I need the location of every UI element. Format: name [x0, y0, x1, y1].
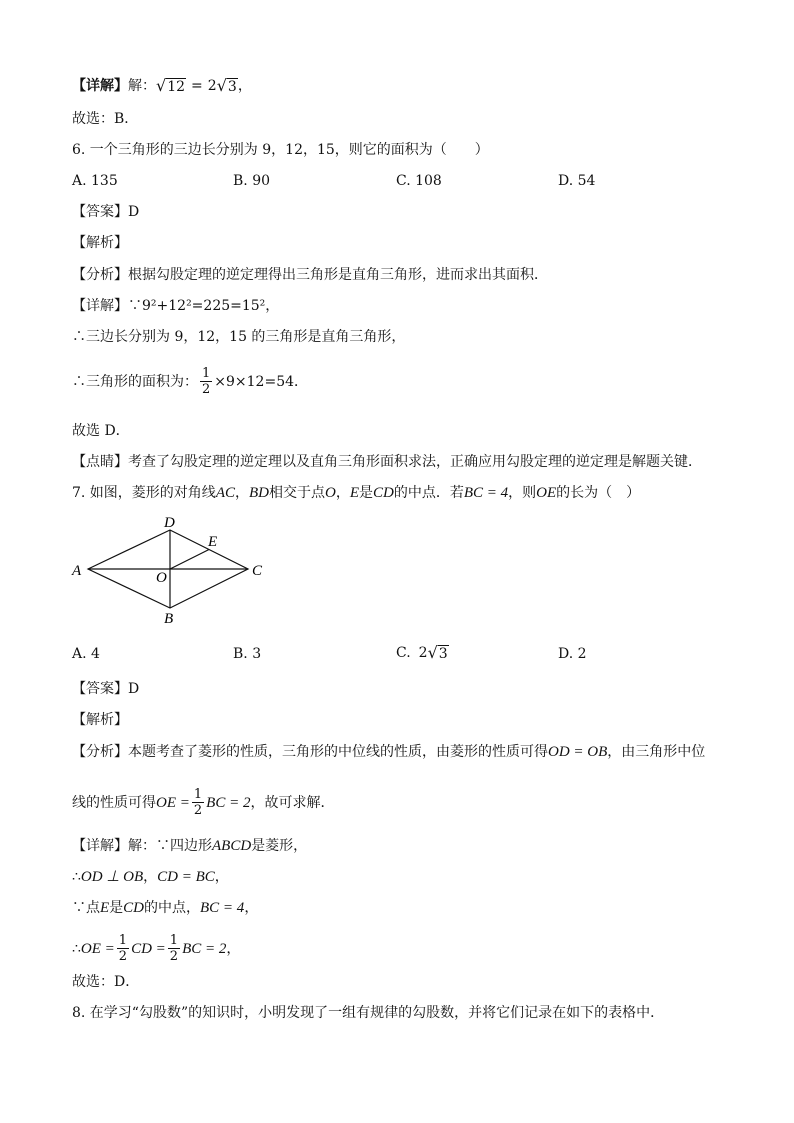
q7-detail-1 [72, 837, 307, 855]
seg-oe: OE [536, 485, 557, 501]
q6-detail-3 [72, 366, 308, 397]
q7-detail-4 [72, 933, 240, 964]
fraction-one-half: $\frac{1}{2}$ [202, 366, 211, 397]
detail-text: ∴ [72, 869, 81, 885]
stem-part: 7. 如图，菱形的对角线 [72, 485, 216, 501]
q6-detail-1: 【详解】∵9²+12²=225=15²， [72, 298, 280, 314]
q7-option-b: B. 3 [233, 646, 262, 662]
q7-detail-3 [72, 899, 258, 917]
seg-cd: CD [123, 900, 145, 916]
detail-tag: 【详解】 [72, 77, 128, 94]
q6-option-c: C. 108 [396, 173, 442, 189]
cd-eq: CD = [131, 940, 166, 957]
detail-text: ， [143, 869, 158, 885]
area-prefix: ∴三角形的面积为： [72, 373, 198, 390]
rhombus-figure [66, 512, 276, 627]
detail-text: 是 [109, 900, 124, 916]
q5-choose: 故选：B． [72, 111, 139, 127]
od-eq-ob: OD = OB [548, 744, 608, 760]
label-o: O [156, 570, 167, 586]
detail-text: ∴ [72, 940, 81, 957]
option-c-label: C. [396, 644, 411, 661]
q6-analysis-tag: 【解析】 [72, 235, 128, 251]
q7-option-d: D. 2 [558, 646, 587, 662]
stem-part: 是 [359, 485, 373, 501]
detail-text: 是菱形， [251, 838, 308, 854]
label-c: C [252, 563, 263, 579]
sqrt-3: √ 3 [216, 76, 237, 95]
bc-eq-4: BC = 4 [200, 900, 245, 916]
q6-stem: 6. 一个三角形的三边长分别为 9，12，15，则它的面积为（ ） [72, 142, 489, 158]
q7-detail-2 [72, 868, 229, 886]
label-a: A [72, 563, 82, 579]
detail-prefix: 解： [128, 77, 156, 94]
label-d: D [164, 515, 175, 531]
label-e: E [208, 534, 218, 550]
q6-option-a: A. 135 [72, 173, 118, 189]
fraction-one-half: $\frac{1}{2}$ [118, 933, 128, 964]
q7-option-c [396, 643, 449, 662]
fenxi-text: 【分析】本题考查了菱形的性质，三角形的中位线的性质，由菱形的性质可得 [72, 744, 548, 760]
fenxi-text: ，故可求解． [250, 794, 335, 811]
point-e: E [100, 900, 110, 916]
fenxi-text: 线的性质可得 [72, 794, 156, 811]
q6-choose: 故选 D． [72, 423, 130, 439]
fraction-one-half: $\frac{1}{2}$ [169, 933, 179, 964]
seg-ac: AC [215, 485, 235, 501]
q6-option-d: D. 54 [558, 173, 596, 189]
fraction-one-half: $\frac{1}{2}$ [193, 787, 203, 818]
detail-text: ， [226, 940, 241, 957]
cd-eq-bc: CD = BC [157, 869, 215, 885]
q7-fenxi-line-2 [72, 787, 334, 818]
q5-detail-line [72, 76, 252, 95]
q8-stem: 8. 在学习“勾股数”的知识时，小明发现了一组有规律的勾股数，并将它们记录在如下的表格中． [72, 1005, 665, 1021]
point-e: E [349, 485, 359, 501]
quad-abcd: ABCD [212, 838, 252, 854]
od-perp-ob: OD ⊥ OB [80, 869, 144, 885]
fenxi-text: ，由三角形中位 [607, 744, 706, 760]
detail-text: 【详解】解：∵四边形 [72, 838, 212, 854]
punct: ， [237, 77, 252, 94]
detail-text: ∵点 [72, 900, 100, 916]
stem-part: ， [234, 485, 249, 501]
detail-text: ， [244, 900, 259, 916]
stem-part: ，则 [508, 485, 537, 501]
q6-comment: 【点睛】考查了勾股定理的逆定理以及直角三角形面积求法，正确应用勾股定理的逆定理是解题关键． [72, 454, 702, 470]
bc-eq-2: BC = 2 [206, 794, 251, 811]
q7-answer: 【答案】D [72, 681, 140, 697]
bc-eq-4: BC = 4 [463, 485, 509, 501]
stem-part: 的中点．若 [393, 485, 464, 501]
oe-eq: OE = [156, 794, 190, 811]
area-suffix: ×9×12=54． [214, 373, 309, 390]
q7-fenxi-line-1 [72, 743, 705, 761]
equals-sign: = [191, 77, 203, 94]
stem-part: 的长为（ ） [556, 485, 641, 501]
sqrt-12: √ 12 [156, 76, 186, 95]
seg-cd: CD [373, 485, 394, 501]
q7-analysis-tag: 【解析】 [72, 712, 128, 728]
detail-text: ， [214, 869, 229, 885]
q6-option-b: B. 90 [233, 173, 271, 189]
q6-fenxi: 【分析】根据勾股定理的逆定理得出三角形是直角三角形，进而求出其面积． [72, 267, 548, 283]
bc-eq-2: BC = 2 [182, 940, 227, 957]
point-o: O [324, 485, 336, 501]
sqrt-3: √ 3 [427, 643, 448, 662]
segment-oe [170, 550, 209, 570]
stem-part: 相交于点 [268, 485, 325, 501]
detail-text: 的中点， [144, 900, 201, 916]
q6-answer: 【答案】D [72, 204, 140, 220]
stem-part: ， [335, 485, 350, 501]
oe-eq: OE = [80, 940, 115, 957]
q6-detail-2: ∴三边长分别为 9，12，15 的三角形是直角三角形， [72, 329, 406, 345]
q7-option-a: A. 4 [72, 646, 100, 662]
seg-bd: BD [248, 485, 269, 501]
q7-stem [72, 484, 640, 502]
q7-choose: 故选：D． [72, 974, 140, 990]
coefficient: 2 [207, 77, 217, 94]
option-c-coef: 2 [418, 644, 428, 661]
label-b: B [164, 611, 174, 627]
